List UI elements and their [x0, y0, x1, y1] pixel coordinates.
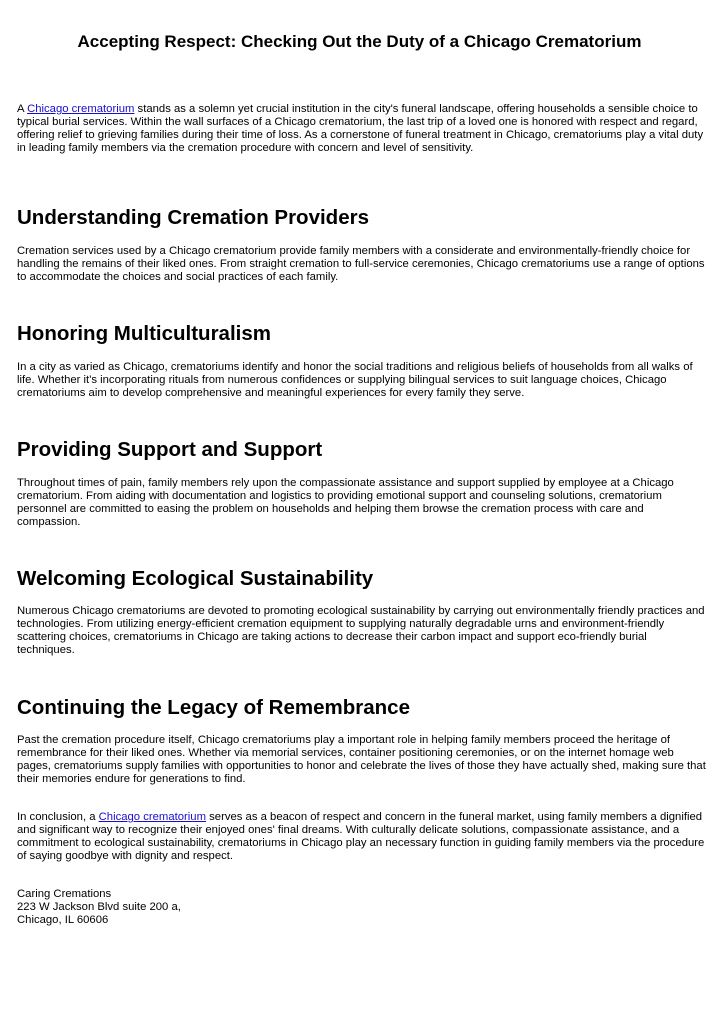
intro-text-after: stands as a solemn yet crucial institution in the city's funeral landscape, offering households a sensible choice to typical burial services. Within the wall surfaces of a Chicago crematorium, the last trip of a loved one is honored with respect and regard, offering relief to grieving families during their time of loss. As a cornerstone of funeral treatment in Chicago, crematoriums play a vital duty in leading family members via the cremation procedure with concern and level of sensitivity.: [17, 103, 704, 154]
section-text-remembrance: Past the cremation procedure itself, Chicago crematoriums play a important role in helping family members proceed the heritage of remembrance for their liked ones. Whether via memorial services, container positioning ceremonies, or on the internet homage web pages, crematoriums supply families with opportunities to honor and celebrate the lives of those they have actually shed, making sure that their memories endure for generations to find.: [17, 734, 706, 785]
address-block: [17, 888, 181, 927]
section-heading-remembrance: Continuing the Legacy of Remembrance: [17, 696, 410, 719]
section-text-support: Throughout times of pain, family members rely upon the compassionate assistance and support supplied by employee at a Chicago crematorium. From aiding with documentation and logistics to providing emotional support and counseling solutions, crematorium personnel are committed to easing the problem on households and helping them browse the cremation process with care and compassion.: [17, 477, 674, 528]
street-address: 223 W Jackson Blvd suite 200 a,: [17, 901, 181, 913]
conclusion-paragraph: [17, 811, 707, 863]
section-heading-multiculturalism: Honoring Multiculturalism: [17, 322, 271, 345]
section-heading-sustainability: Welcoming Ecological Sustainability: [17, 567, 374, 590]
conclusion-text-after: serves as a beacon of respect and concern in the funeral market, using family members a dignified and significant way to recognize their enjoyed ones' final dreams. With culturally delicate solutions, compassionate assistance, and a commitment to ecological sustainability, crematoriums in Chicago play an necessary function in guiding family members via the procedure of saying goodbye with dignity and respect.: [17, 811, 705, 862]
section-text-sustainability: Numerous Chicago crematoriums are devoted to promoting ecological sustainability by carrying out environmentally friendly practices and technologies. From utilizing energy-efficient cremation equipment to supplying naturally degradable urns and environment-friendly scattering choices, crematoriums in Chicago are taking actions to decrease their carbon impact and support eco-friendly burial techniques.: [17, 605, 705, 656]
conclusion-chicago-crematorium-link[interactable]: Chicago crematorium: [98, 811, 206, 823]
city-state-zip: Chicago, IL 60606: [17, 914, 109, 926]
section-heading-cremation-providers: Understanding Cremation Providers: [17, 206, 369, 229]
intro-chicago-crematorium-link[interactable]: Chicago crematorium: [27, 103, 135, 115]
business-name: Caring Cremations: [17, 888, 112, 900]
page-title: Accepting Respect: Checking Out the Duty of a Chicago Crematorium: [77, 32, 642, 51]
conclusion-text-before: In conclusion, a: [17, 811, 99, 823]
section-text-cremation-providers: Cremation services used by a Chicago crematorium provide family members with a considerate and environmentally-friendly choice for handling the remains of their liked ones. From straight cremation to full-service ceremonies, Chicago crematoriums use a range of options to accommodate the choices and social practices of each family.: [17, 245, 705, 283]
section-heading-support: Providing Support and Support: [17, 438, 323, 461]
section-text-multiculturalism: In a city as varied as Chicago, crematoriums identify and honor the social traditions and religious beliefs of households from all walks of life. Whether it's incorporating rituals from numerous confidences or supplying bilingual services to suit language choices, Chicago crematoriums aim to develop comprehensive and meaningful experiences for every family they serve.: [17, 361, 693, 399]
intro-paragraph: [17, 103, 707, 155]
intro-text-before: A: [17, 103, 28, 115]
